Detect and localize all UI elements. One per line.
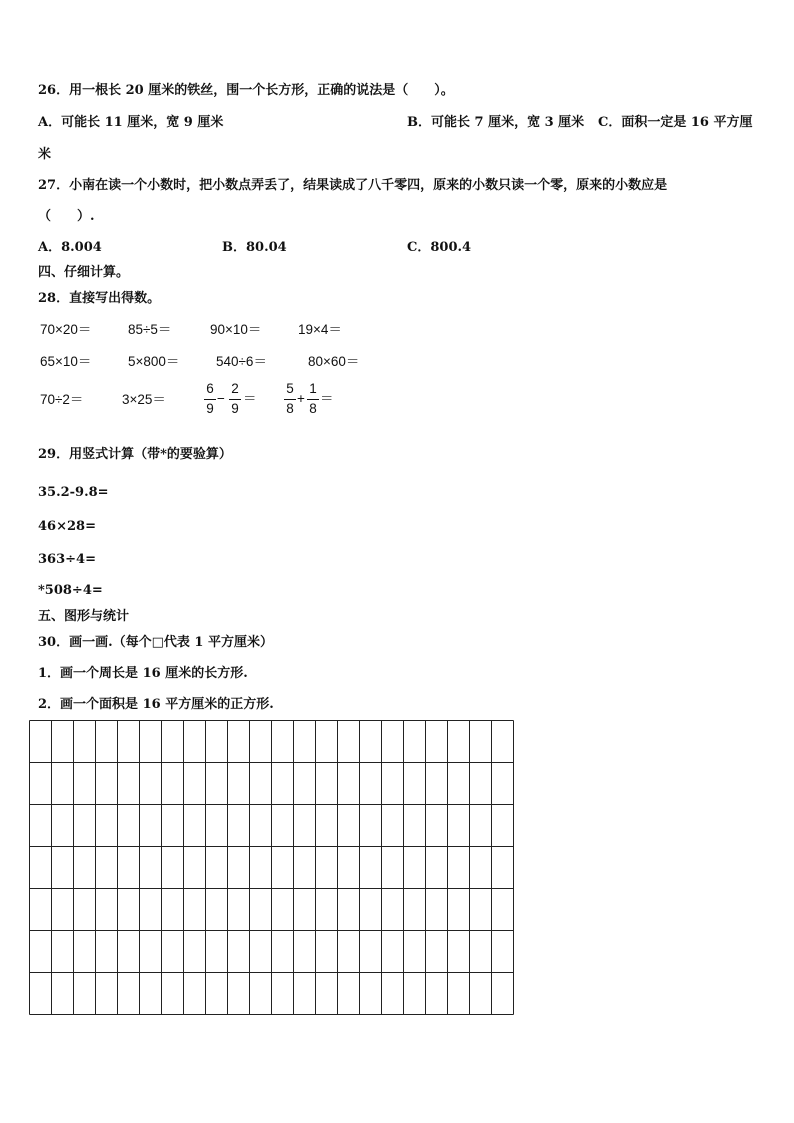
q28-expr: 80×60＝ <box>308 354 360 369</box>
fraction-5-8 <box>283 381 297 421</box>
q26-option-c: C．面积一定是 16 平方厘 <box>598 115 753 130</box>
q28-expr: 70÷2＝ <box>40 392 84 407</box>
q26-option-a: A．可能长 11 厘米，宽 9 厘米 <box>38 115 224 130</box>
minus-sign: − <box>217 391 225 406</box>
q28-title: 28．直接写出得数。 <box>38 291 161 306</box>
drawing-grid[interactable] <box>29 720 519 1020</box>
q26-option-b: B．可能长 7 厘米，宽 3 厘米 <box>407 115 585 130</box>
q26-stem: 26．用一根长 20 厘米的铁丝，围一个长方形，正确的说法是（ ）。 <box>38 83 454 98</box>
fraction-bar <box>307 399 319 400</box>
q28-expr: 540÷6＝ <box>216 354 267 369</box>
fraction-bar <box>284 399 296 400</box>
q30-item-2: 2．画一个面积是 16 平方厘米的正方形. <box>38 697 274 712</box>
q30-item-1: 1．画一个周长是 16 厘米的长方形. <box>38 666 248 681</box>
q29-item: 363÷4= <box>38 552 96 567</box>
q27-stem-end: （ ）. <box>38 209 95 224</box>
q26-option-c-continued: 米 <box>38 147 52 162</box>
q28-expr: 5×800＝ <box>128 354 180 369</box>
q27-option-a: A．8.004 <box>38 240 102 255</box>
fraction-bar <box>204 399 216 400</box>
fraction-numerator: 1 <box>309 381 317 396</box>
fraction-1-8 <box>306 381 320 421</box>
fraction-denominator: 9 <box>206 401 214 416</box>
q28-expr: 19×4＝ <box>298 322 342 337</box>
fraction-denominator: 9 <box>231 401 239 416</box>
q27-option-b: B．80.04 <box>222 240 287 255</box>
q28-expr: 3×25＝ <box>122 392 166 407</box>
fraction-bar <box>229 399 241 400</box>
fraction-2-9 <box>228 381 242 421</box>
q30-title: 30．画一画.（每个□代表 1 平方厘米） <box>38 635 273 650</box>
q27-stem: 27．小南在读一个小数时，把小数点弄丢了，结果读成了八千零四，原来的小数只读一个零，原来的小数应是 <box>38 178 668 193</box>
q29-item: 46×28= <box>38 519 96 534</box>
fraction-numerator: 6 <box>206 381 214 396</box>
q27-option-c: C．800.4 <box>407 240 472 255</box>
fraction-denominator: 8 <box>309 401 317 416</box>
section-5-title: 五、图形与统计 <box>38 609 130 624</box>
fraction-numerator: 2 <box>231 381 239 396</box>
equals-sign: ＝ <box>243 391 257 406</box>
equals-sign: ＝ <box>320 391 334 406</box>
fraction-6-9 <box>203 381 217 421</box>
q28-expr: 70×20＝ <box>40 322 92 337</box>
fraction-denominator: 8 <box>286 401 294 416</box>
q29-title: 29．用竖式计算（带*的要验算） <box>38 447 232 462</box>
plus-sign: + <box>297 391 305 406</box>
fraction-numerator: 5 <box>286 381 294 396</box>
q29-item: 35.2-9.8= <box>38 485 109 500</box>
section-4-title: 四、仔细计算。 <box>38 265 130 280</box>
q28-expr: 90×10＝ <box>210 322 262 337</box>
q28-expr: 65×10＝ <box>40 354 92 369</box>
q28-expr: 85÷5＝ <box>128 322 172 337</box>
q29-item: *508÷4= <box>38 583 103 598</box>
